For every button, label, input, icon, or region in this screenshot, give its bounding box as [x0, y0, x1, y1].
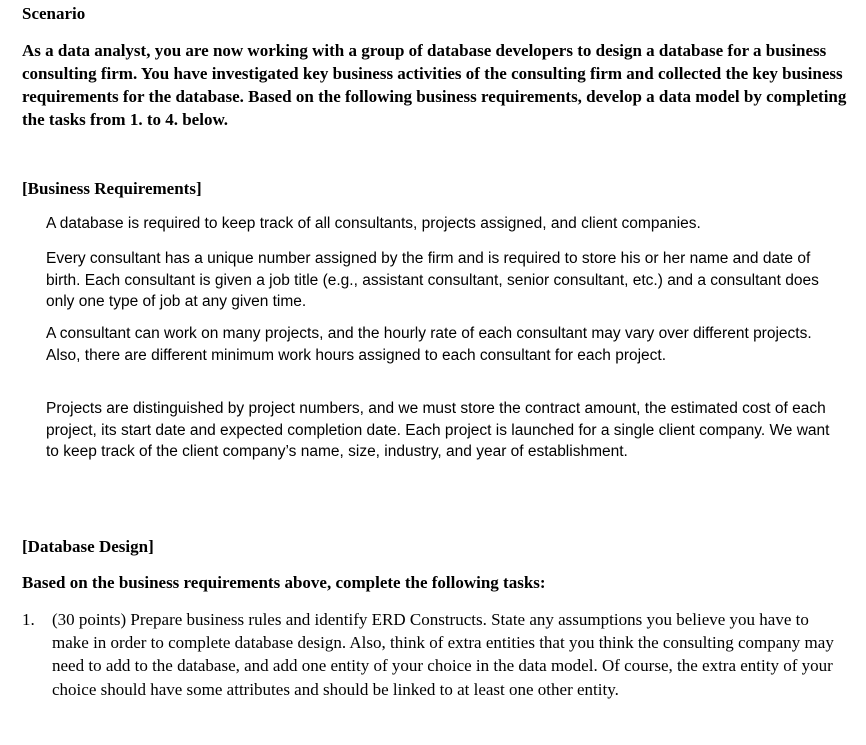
requirement-paragraph: A consultant can work on many projects, and the hourly rate of each consultant may vary over different projects. Also, there are different minimum work hours assigned to each consultant for each project. — [46, 325, 812, 364]
tasks-intro: Based on the business requirements above, complete the following tasks: — [22, 573, 546, 592]
task-text: (30 points) Prepare business rules and identify ERD Constructs. State any assumptions you believe you have to make in order to complete database design. Also, think of extra entities that you think the consulting company may need to add to the database, and add one entity of your choice in the data model. Of course, the extra entity of your choice should have some attributes and should be linked to at least one other entity. — [52, 610, 834, 699]
business-requirements-heading: [Business Requirements] — [22, 179, 202, 198]
task-number: 1. — [22, 610, 35, 629]
scenario-heading: Scenario — [22, 4, 86, 23]
requirement-paragraph: Every consultant has a unique number assigned by the firm and is required to store his or her name and date of birth. Each consultant is given a job title (e.g., assistant consultant, senior consultant, etc.) and a consultant does only one type of job at any given time. — [46, 250, 819, 310]
task-item — [22, 608, 842, 701]
requirement-paragraph: Projects are distinguished by project numbers, and we must store the contract amount, the estimated cost of each project, its start date and expected completion date. Each project is launched for a single client company. We want to keep track of the client company’s name, size, industry, and year of establishment. — [46, 400, 830, 460]
scenario-intro: As a data analyst, you are now working with a group of database developers to design a database for a business consulting firm. You have investigated key business activities of the consulting firm and collected the key business requirements for the database. Based on the following business requirements, develop a data model by completing the tasks from 1. to 4. below. — [22, 41, 847, 129]
requirement-paragraph: A database is required to keep track of all consultants, projects assigned, and client companies. — [46, 215, 701, 232]
database-design-heading: [Database Design] — [22, 537, 154, 556]
